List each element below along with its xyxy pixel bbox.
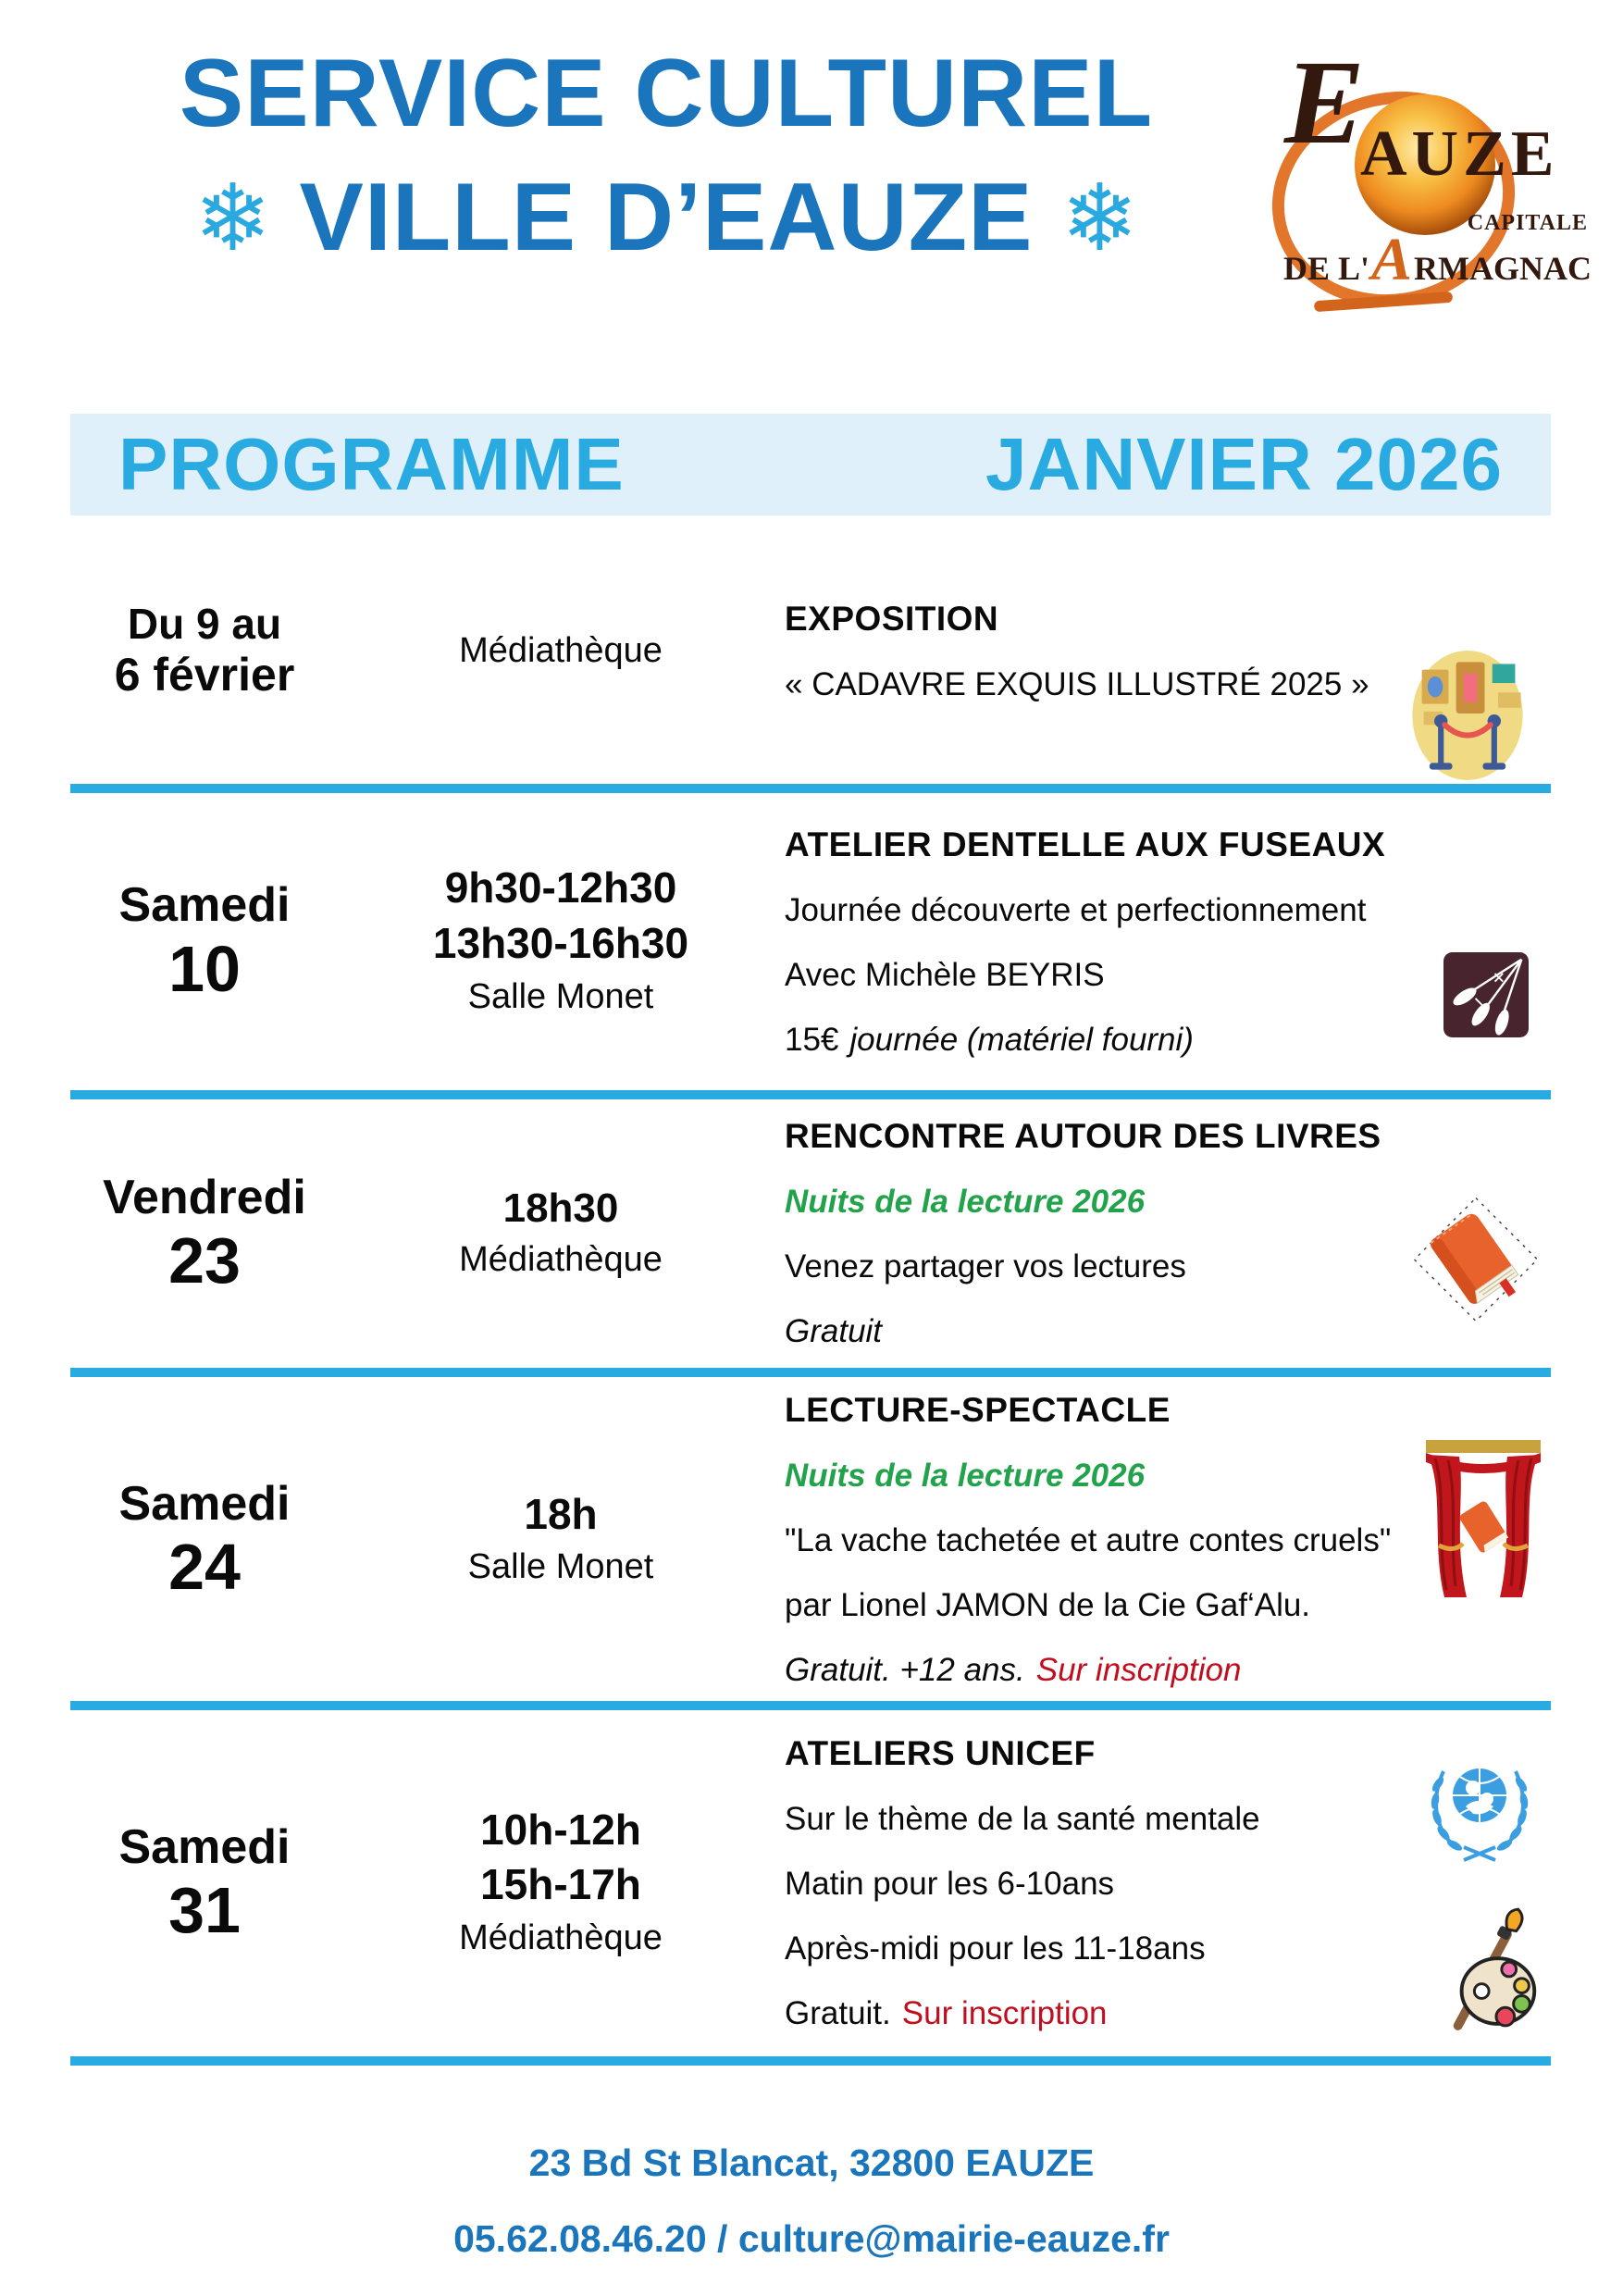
place-label: Médiathèque xyxy=(459,1240,663,1280)
event-row-exposition xyxy=(70,518,1551,784)
row-divider xyxy=(70,1090,1551,1099)
time-line1: 9h30-12h30 xyxy=(444,863,677,912)
event-line: Sur le thème de la santé mentale xyxy=(785,1801,1260,1837)
event-date xyxy=(70,793,339,1090)
date-line1: Vendredi xyxy=(103,1170,306,1224)
programme-banner xyxy=(70,414,1551,515)
logo-del-text: DE L' xyxy=(1282,250,1369,287)
row-divider xyxy=(70,1368,1551,1377)
row-divider xyxy=(70,2056,1551,2066)
event-line: Matin pour les 6-10ans xyxy=(785,1866,1115,1902)
date-line2: 31 xyxy=(168,1874,241,1947)
logo-letter-a: A xyxy=(1370,226,1413,294)
event-details xyxy=(783,793,1551,1090)
unicef-emblem-icon xyxy=(1425,1755,1534,1864)
event-title: LECTURE-SPECTACLE xyxy=(785,1391,1171,1429)
event-title: ATELIERS UNICEF xyxy=(785,1734,1096,1772)
date-line2: 24 xyxy=(168,1531,241,1604)
date-line2: 23 xyxy=(168,1224,241,1297)
event-free-note: Gratuit xyxy=(785,1313,883,1349)
banner-month: JANVIER 2026 xyxy=(985,423,1503,505)
time-line2: 15h-17h xyxy=(480,1860,641,1909)
time-line1: 18h30 xyxy=(502,1185,619,1231)
logo-wordmark: AUZE xyxy=(1360,118,1559,190)
date-line2: 10 xyxy=(168,932,241,1005)
theater-curtains-book-icon xyxy=(1426,1434,1541,1608)
time-line2: 13h30-16h30 xyxy=(432,918,689,967)
event-row-lecture-spectacle xyxy=(70,1377,1551,1701)
event-note-line xyxy=(785,1652,1551,1689)
event-title: EXPOSITION xyxy=(785,599,999,638)
logo-rmagnac-text: RMAGNAC xyxy=(1414,250,1592,287)
page-title-city: VILLE D’EAUZE xyxy=(299,164,1034,272)
free-note: Gratuit. xyxy=(785,1995,891,2031)
event-place xyxy=(339,518,783,784)
time-line1: 18h xyxy=(524,1489,598,1538)
row-divider xyxy=(70,784,1551,793)
event-line: Venez partager vos lectures xyxy=(785,1248,1186,1285)
event-time-place xyxy=(339,1099,783,1368)
place-label: Médiathèque xyxy=(459,1918,663,1958)
place-label: Médiathèque xyxy=(459,630,663,670)
event-time-place xyxy=(339,1377,783,1703)
date-line2: 6 février xyxy=(114,649,295,701)
event-title: ATELIER DENTELLE AUX FUSEAUX xyxy=(785,825,1386,863)
event-line: Journée découverte et perfectionnement xyxy=(785,891,1367,928)
event-line: "La vache tachetée et autre contes cruels" xyxy=(785,1522,1392,1558)
place-label: Salle Monet xyxy=(467,976,654,1016)
event-date xyxy=(70,1377,339,1703)
event-row-rencontre xyxy=(70,1099,1551,1368)
event-schedule xyxy=(70,518,1551,2066)
footer-phone-email: 05.62.08.46.20 / culture@mairie-eauze.fr xyxy=(453,2217,1170,2260)
page-title-line2 xyxy=(70,163,1262,273)
event-line: par Lionel JAMON de la Cie Gaf‘Alu. xyxy=(785,1587,1311,1623)
museum-gallery-icon xyxy=(1410,649,1525,782)
time-line1: 10h-12h xyxy=(480,1805,641,1854)
snowflake-icon: ❄ xyxy=(193,166,272,270)
inscription-note: Sur inscription xyxy=(1035,1652,1242,1688)
event-subtitle: Nuits de la lecture 2026 xyxy=(785,1458,1146,1494)
event-subtitle: Nuits de la lecture 2026 xyxy=(785,1184,1146,1220)
event-time-place xyxy=(339,793,783,1090)
snowflake-icon: ❄ xyxy=(1060,166,1139,270)
date-line1: Samedi xyxy=(118,878,291,933)
orange-book-icon xyxy=(1403,1185,1543,1334)
logo-capitale-text: CAPITALE xyxy=(1467,211,1588,236)
event-date xyxy=(70,1099,339,1368)
event-line: Après-midi pour les 11-18ans xyxy=(785,1930,1206,1967)
event-note-line xyxy=(785,1995,1551,2032)
footer-contact xyxy=(0,2125,1623,2277)
footer-address: 23 Bd St Blancat, 32800 EAUZE xyxy=(528,2141,1095,2184)
date-line1: Du 9 au xyxy=(127,600,282,649)
price: 15€ xyxy=(785,1021,839,1058)
lace-bobbins-icon xyxy=(1443,952,1529,1037)
page-title-line1: SERVICE CULTUREL xyxy=(179,40,1154,147)
date-line1: Samedi xyxy=(118,1819,291,1874)
event-line: Avec Michèle BEYRIS xyxy=(785,956,1105,993)
logo-subtitle xyxy=(1282,211,1592,294)
date-line1: Samedi xyxy=(118,1476,291,1531)
event-line: « CADAVRE EXQUIS ILLUSTRÉ 2025 » xyxy=(785,665,1369,702)
paint-palette-icon xyxy=(1440,1903,1549,2032)
event-row-unicef xyxy=(70,1710,1551,2056)
free-note: Gratuit. +12 ans. xyxy=(785,1652,1025,1688)
banner-programme: PROGRAMME xyxy=(118,423,625,505)
event-price-line xyxy=(785,1022,1551,1059)
event-time-place xyxy=(339,1710,783,2056)
logo-letter-e: E xyxy=(1284,36,1365,169)
header xyxy=(70,41,1262,273)
eauze-logo xyxy=(1266,36,1592,309)
inscription-note: Sur inscription xyxy=(901,1995,1108,2031)
event-title: RENCONTRE AUTOUR DES LIVRES xyxy=(785,1117,1381,1155)
place-label: Salle Monet xyxy=(467,1547,654,1587)
price-note: journée (matériel fourni) xyxy=(849,1021,1194,1058)
event-date xyxy=(70,1710,339,2056)
event-row-dentelle xyxy=(70,793,1551,1090)
event-date xyxy=(70,518,339,784)
